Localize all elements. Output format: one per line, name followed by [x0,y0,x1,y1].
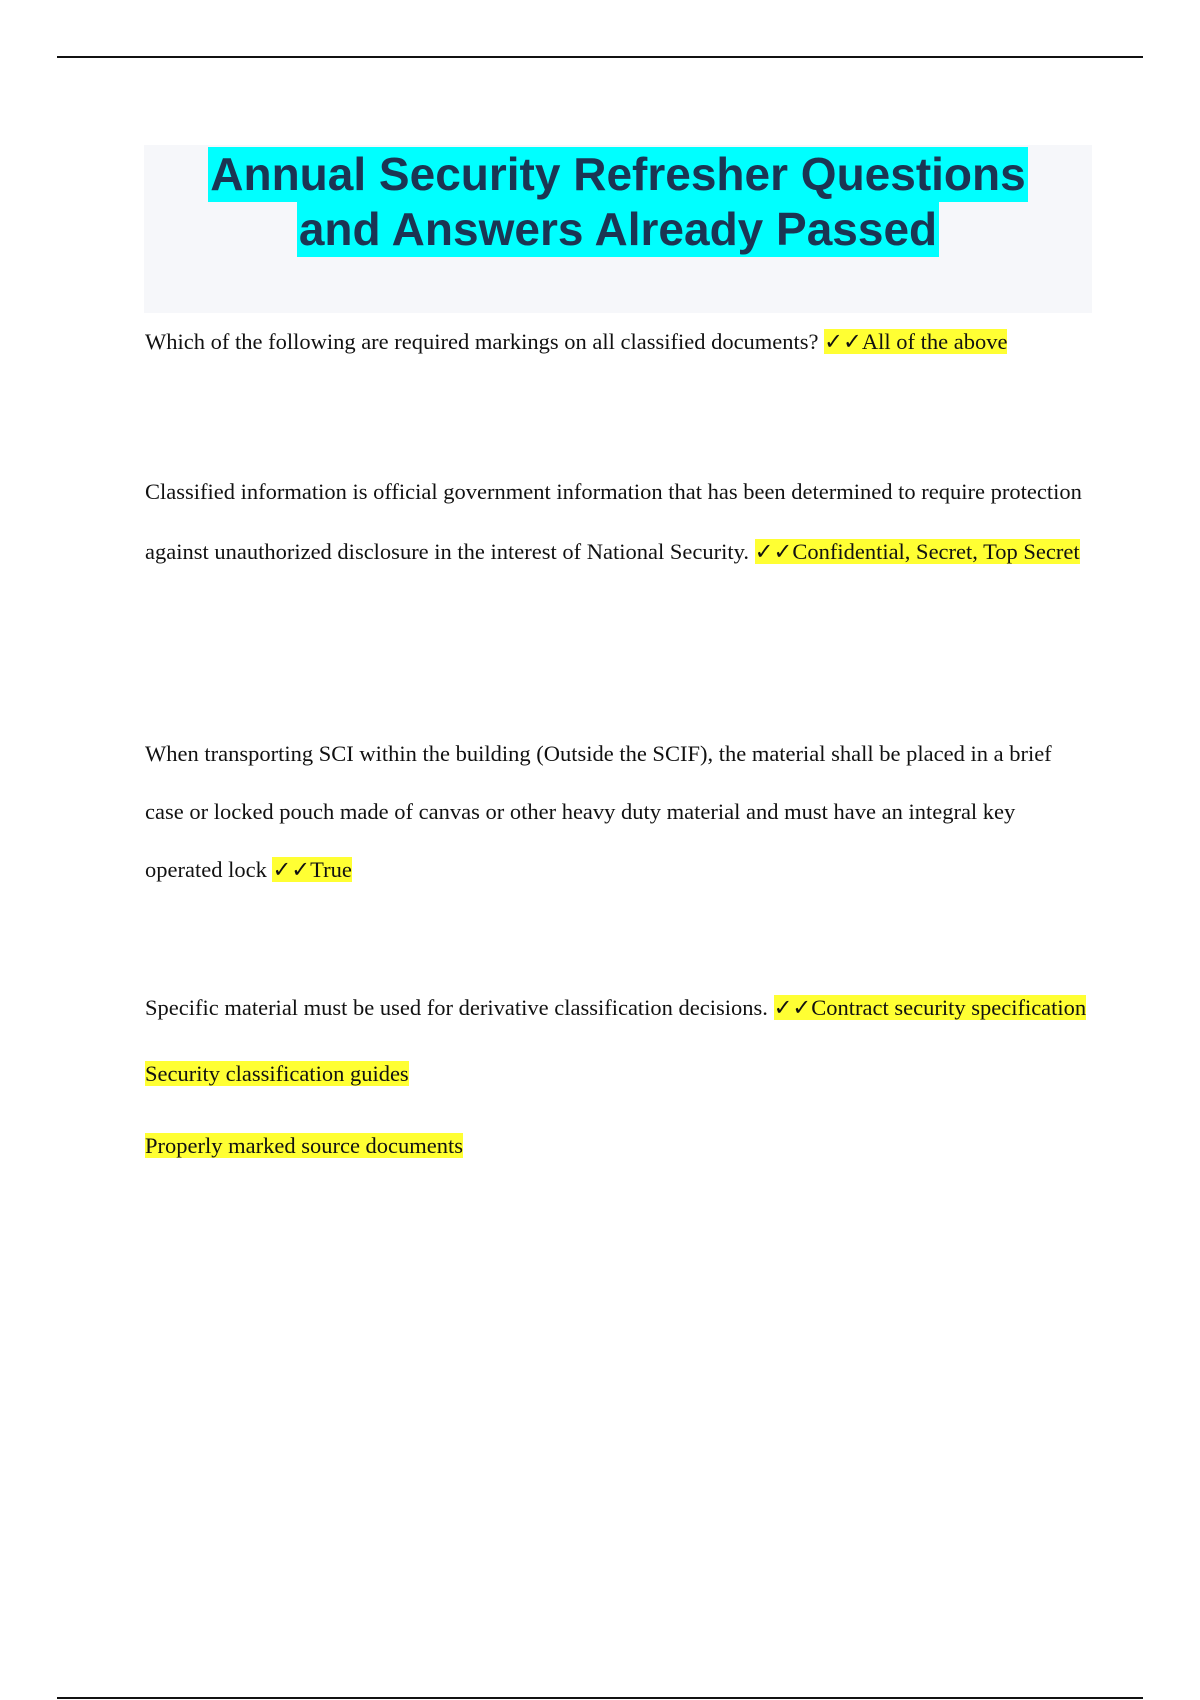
answer-highlight: ✓✓All of the above [824,329,1008,354]
qa-item-3 [145,725,1095,899]
question-text: Which of the following are required markings on all classified documents? [145,329,819,354]
qa-item-4 [145,977,1095,1182]
header-rule [57,56,1143,58]
document-title-line-1: Annual Security Refresher Questions [210,148,1026,200]
answer-line-2 [145,1038,1095,1110]
question-text: Specific material must be used for derivative classification decisions. [145,995,768,1020]
answer-highlight: ✓✓True [272,857,352,882]
answer-highlight: Properly marked source documents [145,1133,464,1158]
qa-item-1 [145,312,1095,372]
document-title-line-2: and Answers Already Passed [298,203,938,255]
qa-item-2 [145,462,1095,582]
answer-highlight: ✓✓Confidential, Secret, Top Secret [754,539,1080,564]
answer-line-3 [145,1110,1095,1182]
answer-highlight: Security classification guides [145,1061,409,1086]
question-text: When transporting SCI within the building (Outside the SCIF), the material shall be placed in a brief case or locked pouch made of canvas or other heavy duty material and must have an integral key operated lock [145,741,1052,882]
title-block [144,145,1092,313]
question-text: Classified information is official government information that has been determined to require protection against unauthorized disclosure in the interest of National Security. [145,479,1082,564]
qa-item-4-main [145,977,1095,1038]
footer-rule [57,1697,1143,1699]
answer-highlight: ✓✓Contract security specification [773,995,1087,1020]
